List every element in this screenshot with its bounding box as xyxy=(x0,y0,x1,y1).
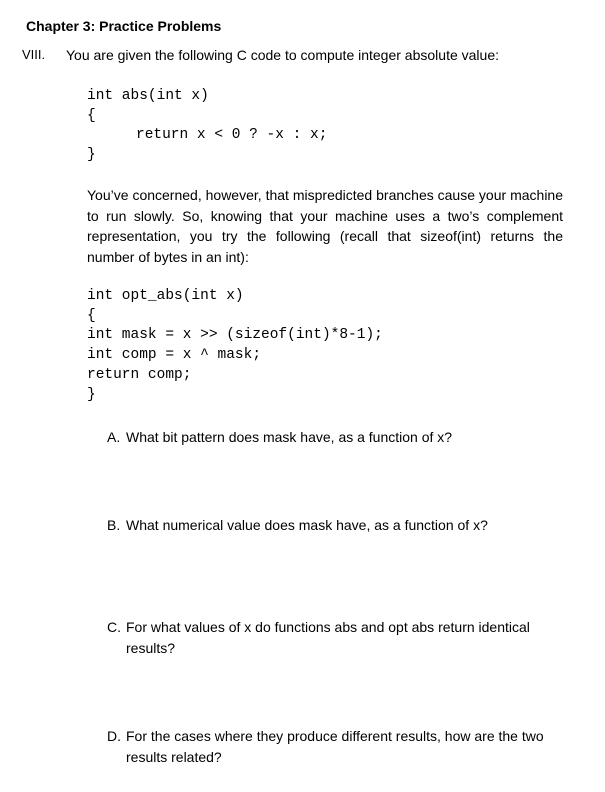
subquestion-a-letter: A. xyxy=(107,429,121,445)
question-number: VIII. xyxy=(22,47,46,62)
subquestion-b-letter: B. xyxy=(107,517,121,533)
chapter-title: Chapter 3: Practice Problems xyxy=(26,18,222,34)
code2-line6: } xyxy=(87,387,96,403)
code1-line1: int abs(int x) xyxy=(87,88,209,104)
code2-line5: return comp; xyxy=(87,367,192,383)
code1-line4: } xyxy=(87,147,96,163)
code2-line4: int comp = x ^ mask; xyxy=(87,347,262,363)
subquestion-c xyxy=(107,617,563,659)
subquestion-c-letter: C. xyxy=(107,619,121,635)
subquestion-d-letter: D. xyxy=(107,728,121,744)
code1-line2: { xyxy=(87,108,96,124)
explanation-paragraph: You’ve concerned, however, that mispredicted branches cause your machine to run slowly. So, knowing that your machine uses a two’s complement representation, you try the following (recall that sizeof(int) returns the number of bytes in an int): xyxy=(87,187,563,266)
code2-line1: int opt_abs(int x) xyxy=(87,288,244,304)
subquestion-d-text-cont: results related? xyxy=(126,749,222,765)
subquestion-d xyxy=(107,726,563,768)
subquestion-d-text: For the cases where they produce different results, how are the two xyxy=(126,728,544,744)
question-intro: You are given the following C code to compute integer absolute value: xyxy=(66,47,499,63)
subquestion-a-text: What bit pattern does mask have, as a function of x? xyxy=(126,429,453,445)
code2-line3: int mask = x >> (sizeof(int)*8-1); xyxy=(87,327,383,343)
subquestion-b xyxy=(107,515,488,536)
subquestion-a xyxy=(107,427,452,448)
subquestion-b-text: What numerical value does mask have, as a function of x? xyxy=(126,517,488,533)
subquestion-c-text: For what values of x do functions abs and opt abs return identical xyxy=(126,619,530,635)
subquestion-c-text-cont: results? xyxy=(126,640,176,656)
code2-line2: { xyxy=(87,308,96,324)
code1-line3: return x < 0 ? -x : x; xyxy=(136,127,328,143)
